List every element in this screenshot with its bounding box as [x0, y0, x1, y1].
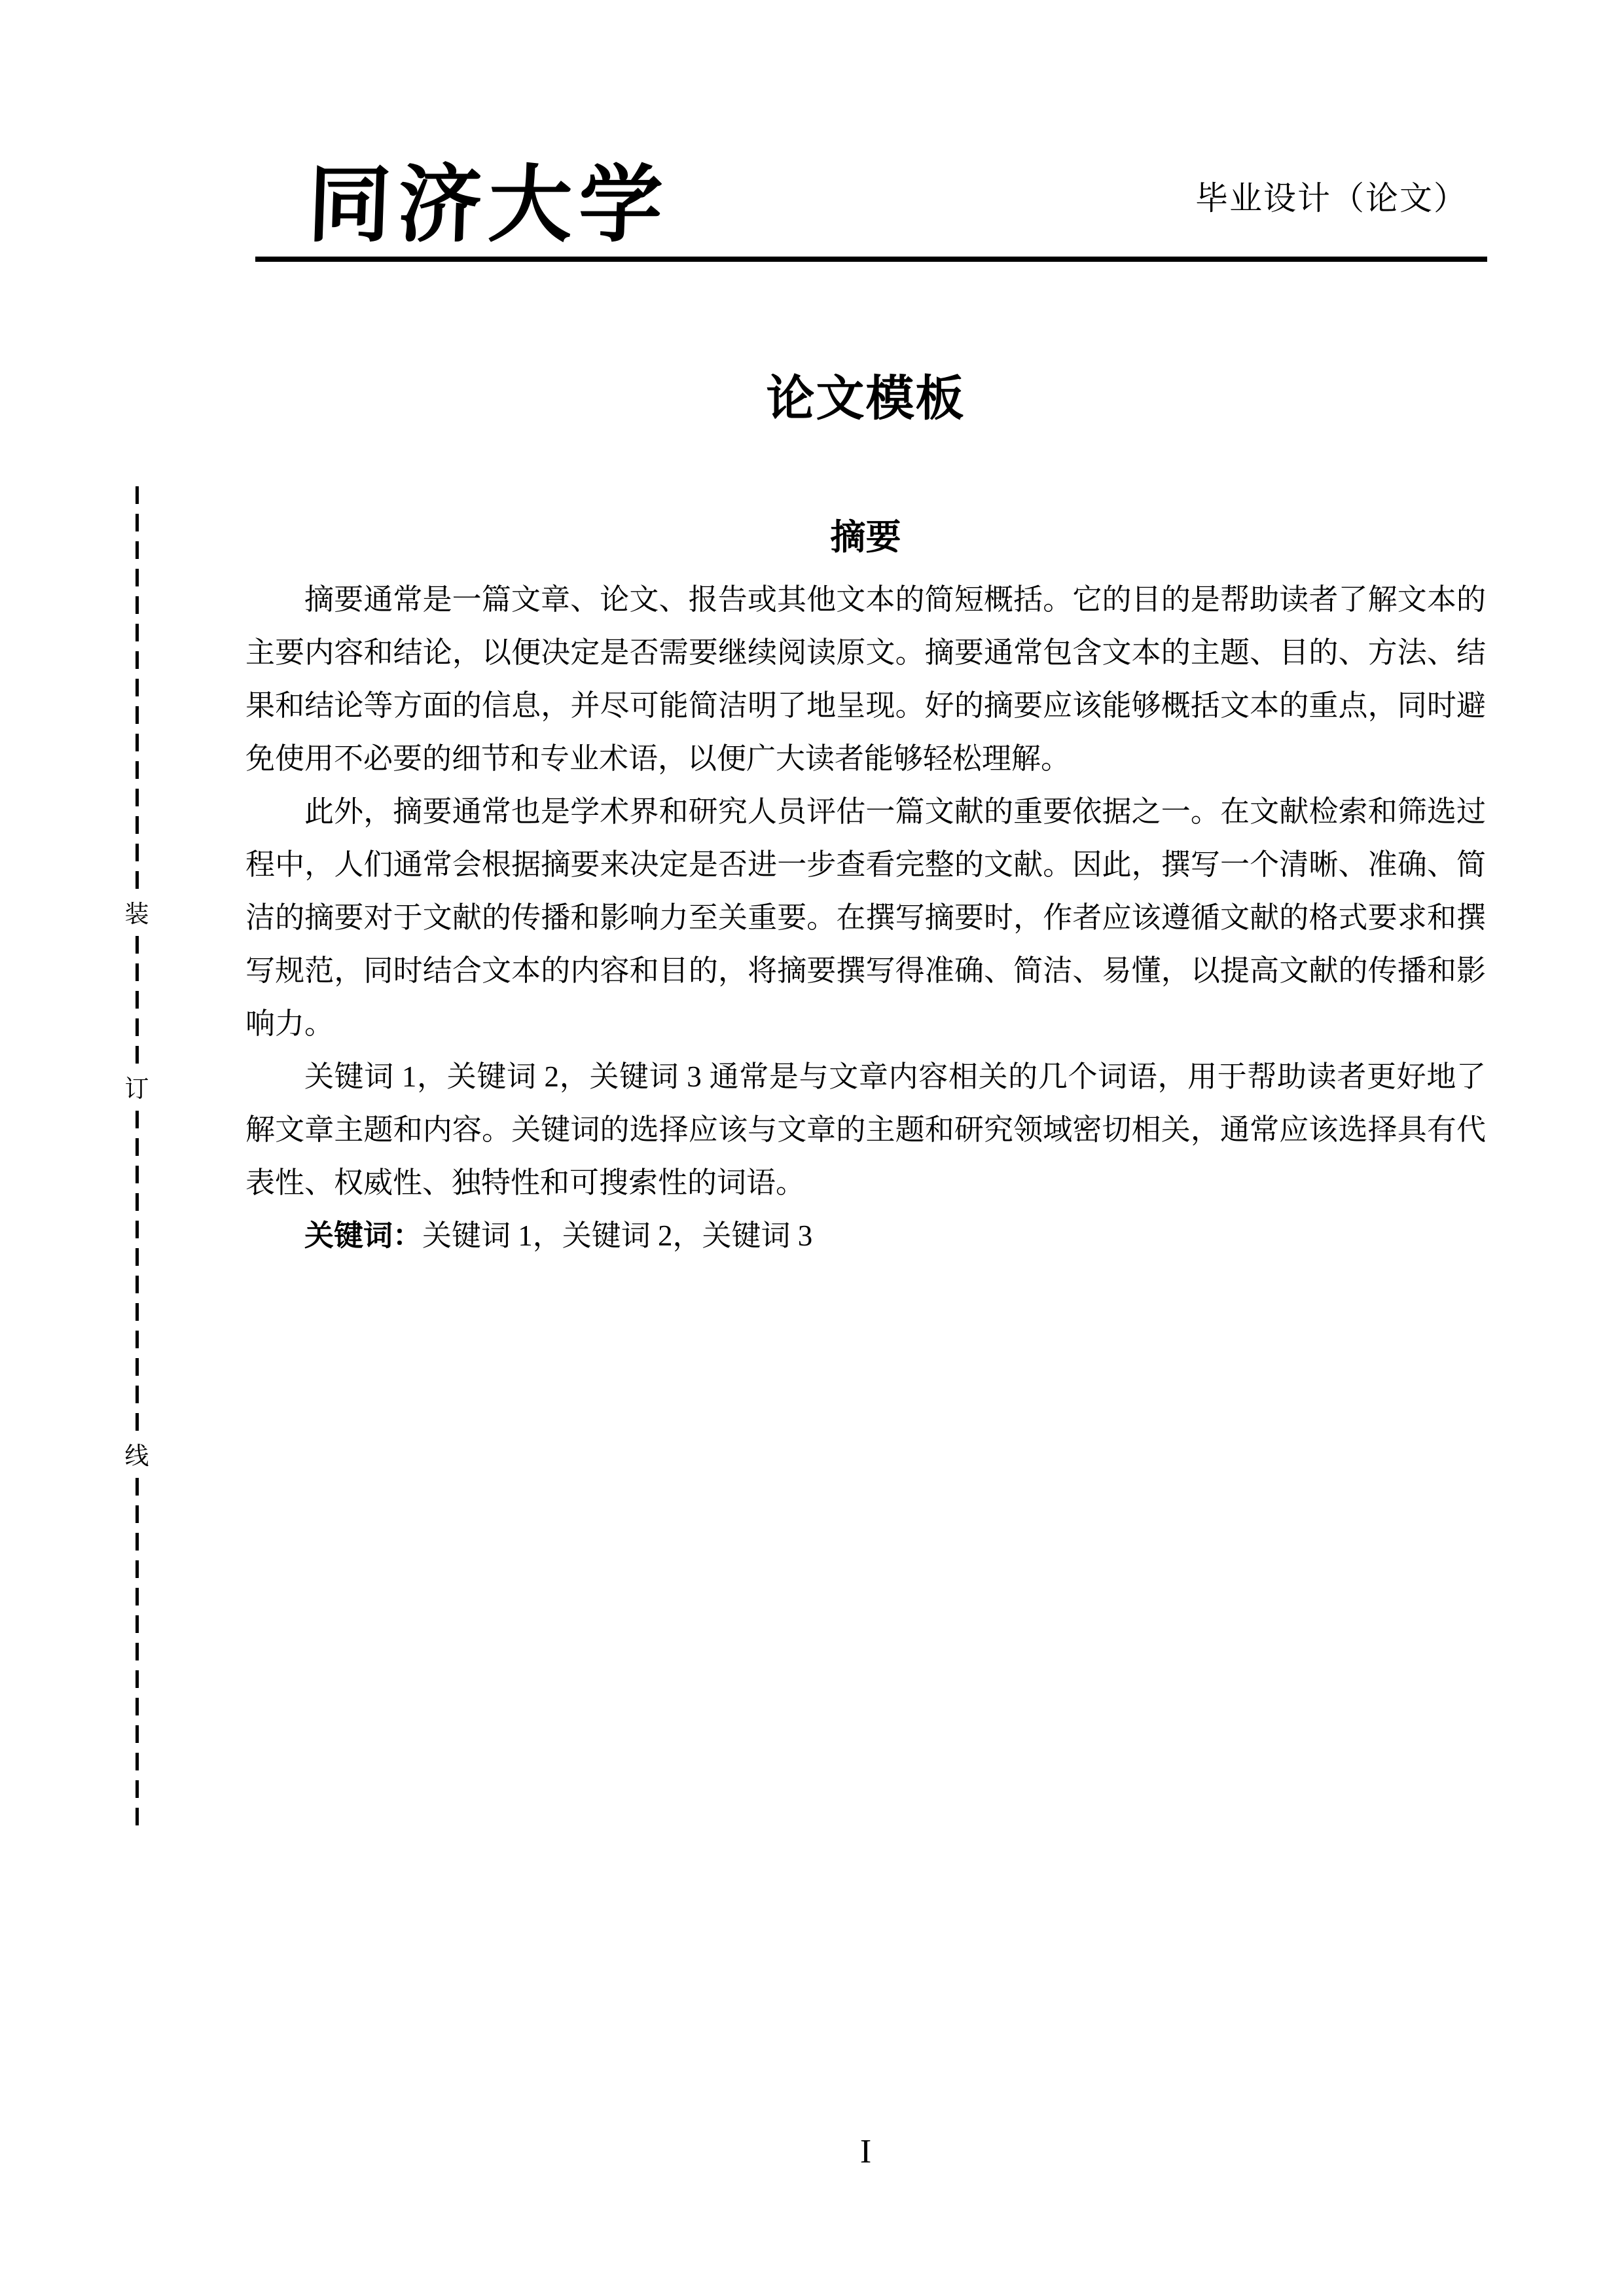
page-header [255, 144, 1487, 262]
doc-type-label: 毕业设计（论文） [1195, 180, 1468, 217]
binding-dash-group [135, 1478, 139, 1835]
abstract-body [245, 573, 1486, 1263]
binding-label-zhuang: 装 [124, 901, 149, 928]
binding-label-xian: 线 [124, 1443, 149, 1470]
binding-dash-group [135, 936, 139, 1073]
binding-label-ding: 订 [124, 1076, 149, 1103]
keywords-value: 关键词 1，关键词 2，关键词 3 [422, 1219, 813, 1252]
abstract-heading: 摘要 [830, 518, 901, 557]
keywords-label: 关键词： [304, 1219, 423, 1252]
page-title: 论文模板 [766, 371, 965, 425]
binding-dash-group [135, 486, 139, 899]
abstract-paragraph: 摘要通常是一篇文章、论文、报告或其他文本的简短概括。它的目的是帮助读者了解文本的主要内容和结论，以便决定是否需要继续阅读原文。摘要通常包含文本的主题、目的、方法、结果和结论等方面的信息，并尽可能简洁明了地呈现。好的摘要应该能够概括文本的重点，同时避免使用不必要的细节和专业术语，以便广大读者能够轻松理解。 [245, 583, 1486, 775]
binding-edge-strip [121, 486, 153, 1835]
binding-dash-group [135, 1111, 139, 1441]
keywords-line [245, 1210, 1486, 1263]
abstract-paragraph: 关键词 1，关键词 2，关键词 3 通常是与文章内容相关的几个词语，用于帮助读者更好地了解文章主题和内容。关键词的选择应该与文章的主题和研究领域密切相关，通常应该选择具有代表性、权威性、独特性和可搜索性的词语。 [245, 1060, 1486, 1199]
tongji-university-logo: 同济大学 [306, 159, 671, 252]
abstract-paragraph: 此外，摘要通常也是学术界和研究人员评估一篇文献的重要依据之一。在文献检索和筛选过程中，人们通常会根据摘要来决定是否进一步查看完整的文献。因此，撰写一个清晰、准确、简洁的摘要对于文献的传播和影响力至关重要。在撰写摘要时，作者应该遵循文献的格式要求和撰写规范，同时结合文本的内容和目的，将摘要撰写得准确、简洁、易懂，以提高文献的传播和影响力。 [245, 795, 1486, 1040]
page-number: I [859, 2133, 872, 2170]
